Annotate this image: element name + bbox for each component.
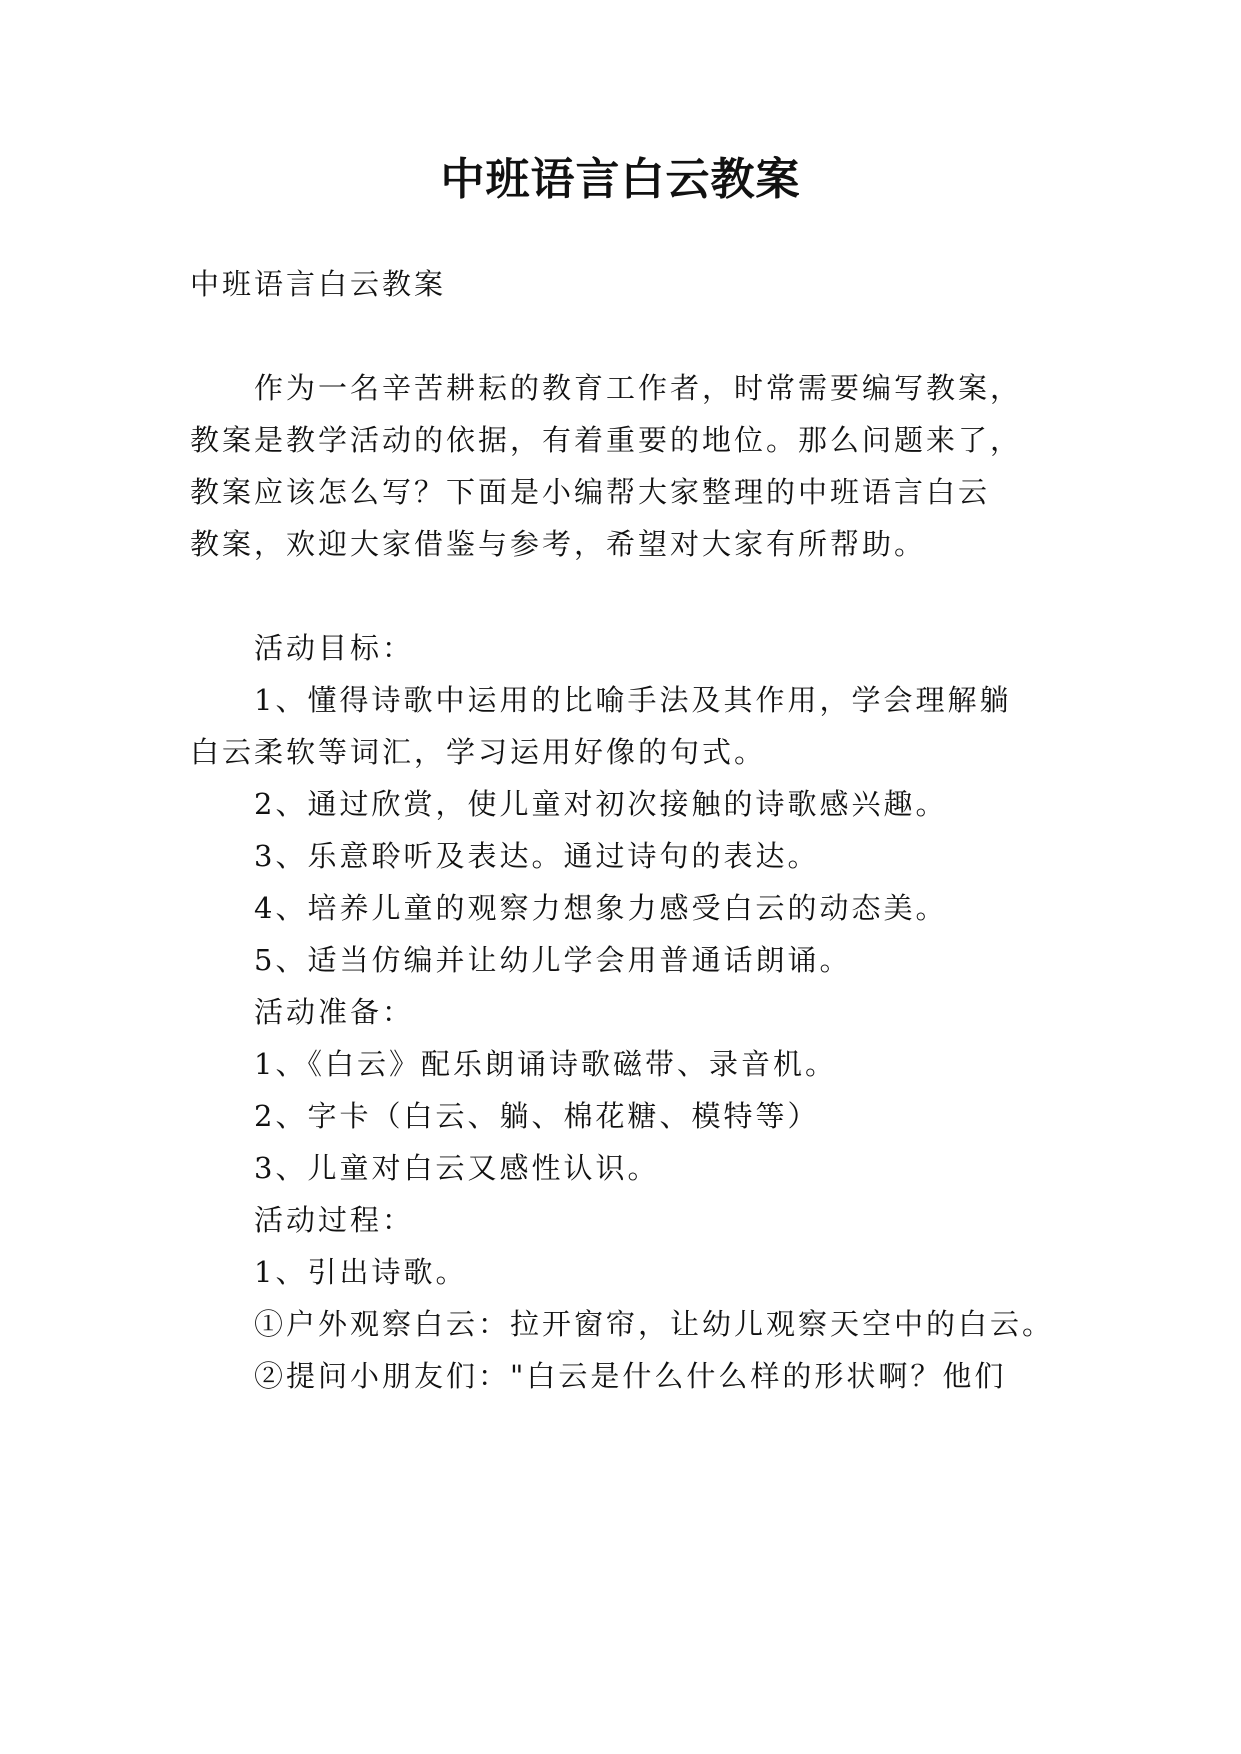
prep-item: 3、儿童对白云又感性认识。 [254,1151,660,1185]
goal-item: 4、培养儿童的观察力想象力感受白云的动态美。 [254,891,948,925]
process-item: 1、引出诗歌。 [254,1255,468,1289]
goal-item: 5、适当仿编并让幼儿学会用普通话朗诵。 [254,943,852,977]
process-item: ②提问小朋友们："白云是什么什么样的形状啊？他们 [254,1359,1007,1393]
prep-item: 1、《白云》配乐朗诵诗歌磁带、录音机。 [254,1047,837,1081]
intro-line: 作为一名辛苦耕耘的教育工作者，时常需要编写教案， [254,371,1023,405]
prep-item: 2、字卡（白云、躺、棉花糖、模特等） [254,1099,820,1133]
document-subtitle: 中班语言白云教案 [190,267,447,301]
goal-item: 3、乐意聆听及表达。通过诗句的表达。 [254,839,820,873]
goal-item: 1、懂得诗歌中运用的比喻手法及其作用，学会理解躺 [254,683,1012,717]
process-heading: 活动过程： [254,1203,415,1237]
goal-item: 2、通过欣赏，使儿童对初次接触的诗歌感兴趣。 [254,787,948,821]
goal-item: 白云柔软等词汇，学习运用好像的句式。 [190,735,767,769]
intro-line: 教案是教学活动的依据，有着重要的地位。那么问题来了， [190,423,1023,457]
intro-line: 教案应该怎么写？下面是小编帮大家整理的中班语言白云 [190,475,991,509]
process-item: ①户外观察白云：拉开窗帘，让幼儿观察天空中的白云。 [254,1307,1055,1341]
goals-heading: 活动目标： [254,631,415,665]
prep-heading: 活动准备： [254,995,415,1029]
document-title: 中班语言白云教案 [440,154,801,205]
intro-line: 教案，欢迎大家借鉴与参考，希望对大家有所帮助。 [190,527,927,561]
